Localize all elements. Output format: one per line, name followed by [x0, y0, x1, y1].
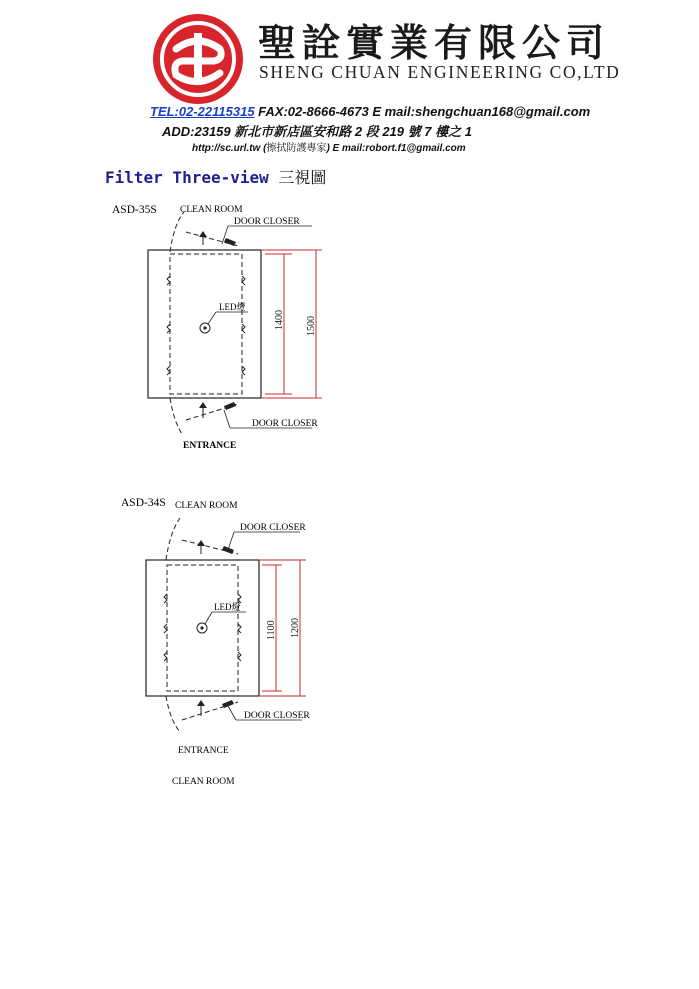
entrance-label: ENTRANCE	[183, 441, 237, 451]
booth-outer	[148, 250, 261, 398]
closer-bottom-label: DOOR CLOSER	[252, 419, 318, 429]
website-link[interactable]: http://sc.url.tw (	[192, 143, 267, 154]
entrance-label: ENTRANCE	[178, 746, 229, 756]
dim-inner-label: 1100	[266, 620, 277, 640]
booth-inner	[170, 254, 242, 394]
section-title-zh: 三視圖	[278, 168, 327, 187]
door-swing-top-left	[170, 212, 184, 252]
led-label: LED燈	[214, 602, 241, 612]
model-label: ASD-34S	[121, 497, 166, 509]
closer-top-label: DOOR CLOSER	[234, 217, 300, 227]
address-line: ADD:23159 新北市新店區安和路 2 段 219 號 7 樓之 1	[162, 124, 472, 139]
dim-outer-label: 1500	[306, 316, 317, 336]
dim-inner-label: 1400	[274, 310, 285, 330]
closer-top-icon	[222, 546, 234, 554]
top-room-label: CLEAN ROOM	[175, 501, 238, 511]
door-swing-bottom-left	[170, 398, 182, 434]
tel-link[interactable]: TEL:02-22115315	[150, 104, 255, 119]
web-note: 擦拭防護專家	[266, 143, 327, 154]
model-label: ASD-35S	[112, 204, 157, 216]
diagram-asd-35s	[112, 204, 322, 451]
dim-outer-label: 1200	[290, 618, 301, 638]
closer-top-icon	[224, 238, 236, 246]
diagram-asd-34s	[121, 497, 310, 787]
closer-top-label: DOOR CLOSER	[240, 523, 306, 533]
email2-text: ) E mail:robort.f1@gmail.com	[326, 143, 466, 154]
closer-bottom-icon	[224, 402, 236, 410]
company-name-zh: 聖詮實業有限公司	[258, 20, 611, 65]
arrow-top-head	[199, 231, 207, 237]
fax-email-text: FAX:02-8666-4673 E mail:shengchuan168@gmail.com	[254, 104, 591, 119]
led-label: LED燈	[219, 302, 246, 312]
closer-bottom-label: DOOR CLOSER	[244, 711, 310, 721]
company-name-en: SHENG CHUAN ENGINEERING CO,LTD	[259, 62, 621, 82]
door-swing-bottom-left	[166, 696, 180, 732]
footer-room-label: CLEAN ROOM	[172, 777, 235, 787]
section-title-en: Filter Three-view	[105, 168, 269, 187]
door-swing-top-left	[166, 518, 180, 560]
top-room-label: CLEAN ROOM	[180, 205, 243, 215]
